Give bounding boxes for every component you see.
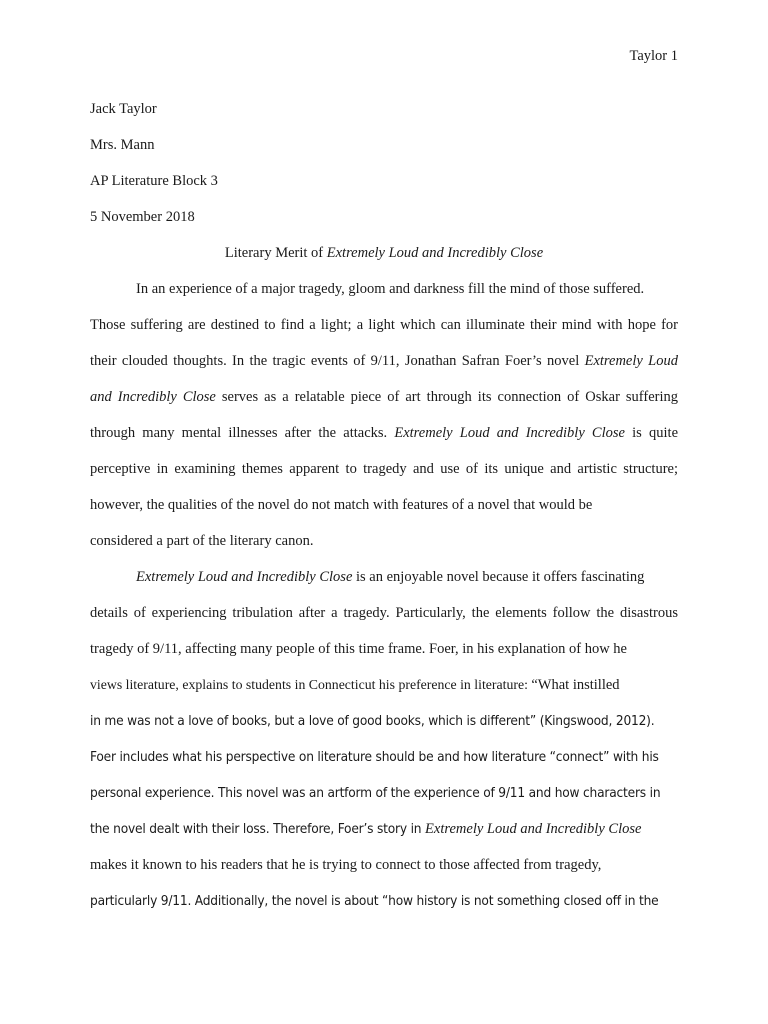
paragraph-2-line [90, 559, 678, 595]
essay-title [90, 235, 678, 271]
paragraph-1-line [90, 343, 678, 379]
paragraph-1-line: perceptive in examining themes apparent to tragedy and use of its unique and artistic structure; [90, 461, 678, 477]
book-title-run: and Incredibly Close [90, 389, 216, 405]
paragraph-1-line: considered a part of the literary canon. [90, 533, 314, 549]
text-run: serves as a relatable piece of art through its connection of Oskar suffering [215, 389, 678, 405]
paragraph-2-line: personal experience. This novel was an artform of the experience of 9/11 and how characters in [90, 785, 661, 801]
paragraph-1-line [90, 379, 678, 415]
paragraph-1-line: Those suffering are destined to find a light; a light which can illuminate their mind with hope for [90, 317, 678, 333]
essay-title-prefix: Literary Merit of [224, 245, 327, 261]
book-title-run: Extremely Loud and Incredibly Close [394, 425, 625, 441]
quote-run: “What instilled [531, 677, 620, 693]
paragraph-2-line [90, 811, 678, 847]
book-title-run: Extremely Loud [584, 353, 678, 369]
running-head-page-number: Taylor 1 [629, 48, 678, 64]
text-run: is quite [624, 425, 678, 441]
author-name: Jack Taylor [90, 101, 157, 117]
essay-body [90, 91, 678, 919]
paragraph-1-line: In an experience of a major tragedy, gloom and darkness fill the mind of those suffered. [136, 281, 645, 297]
paragraph-2-line: particularly 9/11. Additionally, the novel is about “how history is not something closed off in the [90, 893, 659, 909]
paragraph-2-line: in me was not a love of books, but a love of good books, which is different” (Kingswood, 2012). [90, 713, 655, 729]
paragraph-2-line: tragedy of 9/11, affecting many people of this time frame. Foer, in his explanation of how he [90, 641, 627, 657]
text-run: their clouded thoughts. In the tragic events of 9/11, Jonathan Safran Foer’s novel [90, 353, 585, 369]
instructor-name: Mrs. Mann [90, 137, 155, 153]
text-run: the novel dealt with their loss. Therefore, Foer’s story in [90, 821, 426, 837]
paragraph-2-line: Foer includes what his perspective on literature should be and how literature “connect” with his [90, 749, 659, 765]
course-name: AP Literature Block 3 [90, 173, 218, 189]
paragraph-1-line: however, the qualities of the novel do not match with features of a novel that would be [90, 497, 593, 513]
paragraph-1 [90, 271, 678, 559]
text-run: views literature, explains to students in Connecticut his preference in literature: [90, 677, 532, 692]
paragraph-2-line: makes it known to his readers that he is trying to connect to those affected from tragedy, [90, 857, 602, 873]
paragraph-1-line [90, 415, 678, 451]
book-title-run: Extremely Loud and Incredibly Close [136, 569, 353, 585]
paragraph-2-line [90, 667, 678, 703]
book-title-run: Extremely Loud and Incredibly Close [425, 821, 642, 837]
text-run: is an enjoyable novel because it offers fascinating [352, 569, 645, 585]
text-run: through many mental illnesses after the attacks. [90, 425, 395, 441]
essay-title-book: Extremely Loud and Incredibly Close [326, 245, 544, 261]
paragraph-2-line: details of experiencing tribulation after a tragedy. Particularly, the elements follow the disastrous [90, 605, 678, 621]
essay-date: 5 November 2018 [90, 209, 195, 225]
paragraph-2 [90, 559, 678, 919]
